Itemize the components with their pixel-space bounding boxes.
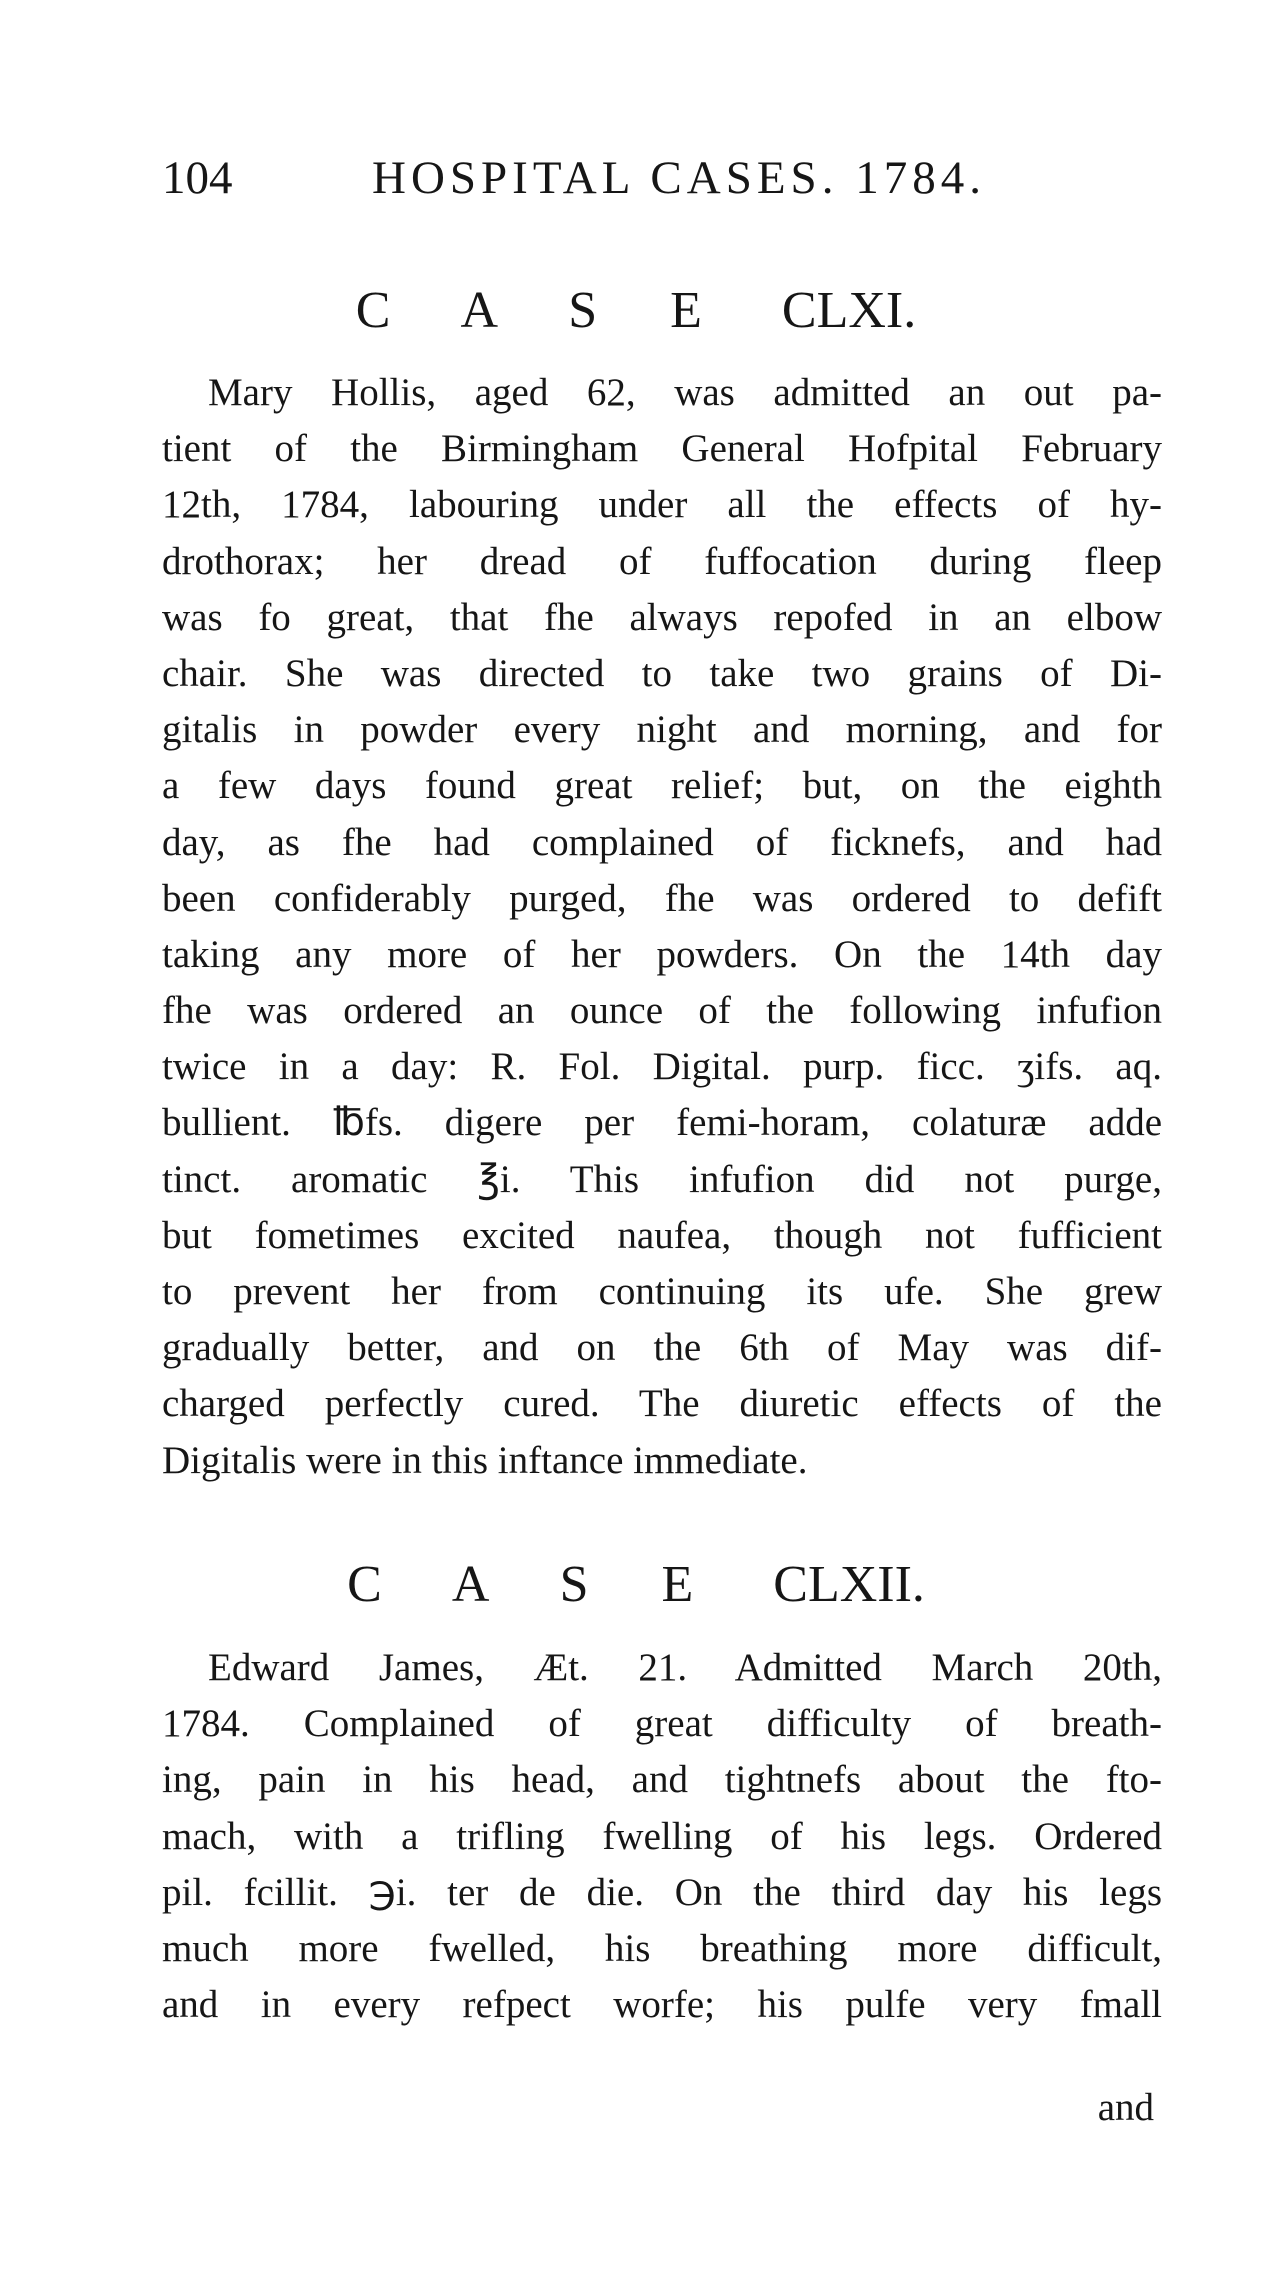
text-line: was fo great, that fhe always repofed in an elbow (162, 595, 1162, 639)
text-line: tinct. aromatic ℥i. This infufion did not purge, (162, 1157, 1162, 1201)
text-line: Digitalis were in this inftance immediate. (162, 1438, 808, 1482)
case-clxii-text (162, 1640, 1162, 2033)
case-clxi-text (162, 365, 1162, 1489)
case-heading-clxi (0, 279, 1272, 343)
text-line: gitalis in powder every night and morning, and for (162, 708, 1162, 752)
text-line: pil. fcillit. ℈i. ter de die. On the third day his legs (162, 1870, 1162, 1914)
text-line: mach, with a trifling fwelling of his legs. Ordered (162, 1814, 1162, 1858)
text-line: tient of the Birmingham General Hofpital February (162, 427, 1162, 471)
text-line: charged perfectly cured. The diuretic effects of the (162, 1382, 1162, 1426)
running-title: HOSPITAL CASES. 1784. (372, 152, 986, 204)
case-label: C A S E (355, 282, 732, 339)
text-line: taking any more of her powders. On the 14th day (162, 932, 1162, 976)
text-line: 1784. Complained of great difficulty of breath- (162, 1702, 1162, 1746)
text-line: to prevent her from continuing its ufe. She grew (162, 1270, 1162, 1313)
text-line: Edward James, Æt. 21. Admitted March 20th, (208, 1646, 1162, 1689)
text-line: gradually better, and on the 6th of May was dif- (162, 1326, 1162, 1370)
text-line: a few days found great relief; but, on the eighth (162, 764, 1162, 808)
text-line: been confiderably purged, fhe was ordered to defift (162, 876, 1162, 920)
text-line: fhe was ordered an ounce of the following infufion (162, 989, 1162, 1033)
case-heading-clxii (0, 1553, 1272, 1617)
case-number: CLXII. (773, 1556, 925, 1613)
case-label: C A S E (347, 1556, 724, 1613)
running-head (162, 148, 1062, 208)
text-line: twice in a day: R. Fol. Digital. purp. ficc. ʒifs. aq. (162, 1045, 1162, 1089)
text-line: chair. She was directed to take two grains of Di- (162, 651, 1162, 695)
text-line: Mary Hollis, aged 62, was admitted an out pa- (208, 371, 1162, 414)
text-line: but fometimes excited naufea, though not fufficient (162, 1213, 1162, 1257)
text-line: and in every refpect worfe; his pulfe very fmall (162, 1983, 1162, 2027)
text-line: day, as fhe had complained of ficknefs, and had (162, 820, 1162, 864)
page-number: 104 (162, 152, 233, 204)
catchword: and (1097, 2086, 1154, 2129)
text-line: bullient. ℔fs. digere per femi-horam, colaturæ adde (162, 1101, 1162, 1145)
text-line: much more fwelled, his breathing more difficult, (162, 1926, 1162, 1970)
text-line: ing, pain in his head, and tightnefs about the fto- (162, 1758, 1162, 1802)
text-line: 12th, 1784, labouring under all the effects of hy- (162, 483, 1162, 527)
case-number: CLXI. (781, 282, 917, 339)
text-line: drothorax; her dread of fuffocation during fleep (162, 539, 1162, 583)
